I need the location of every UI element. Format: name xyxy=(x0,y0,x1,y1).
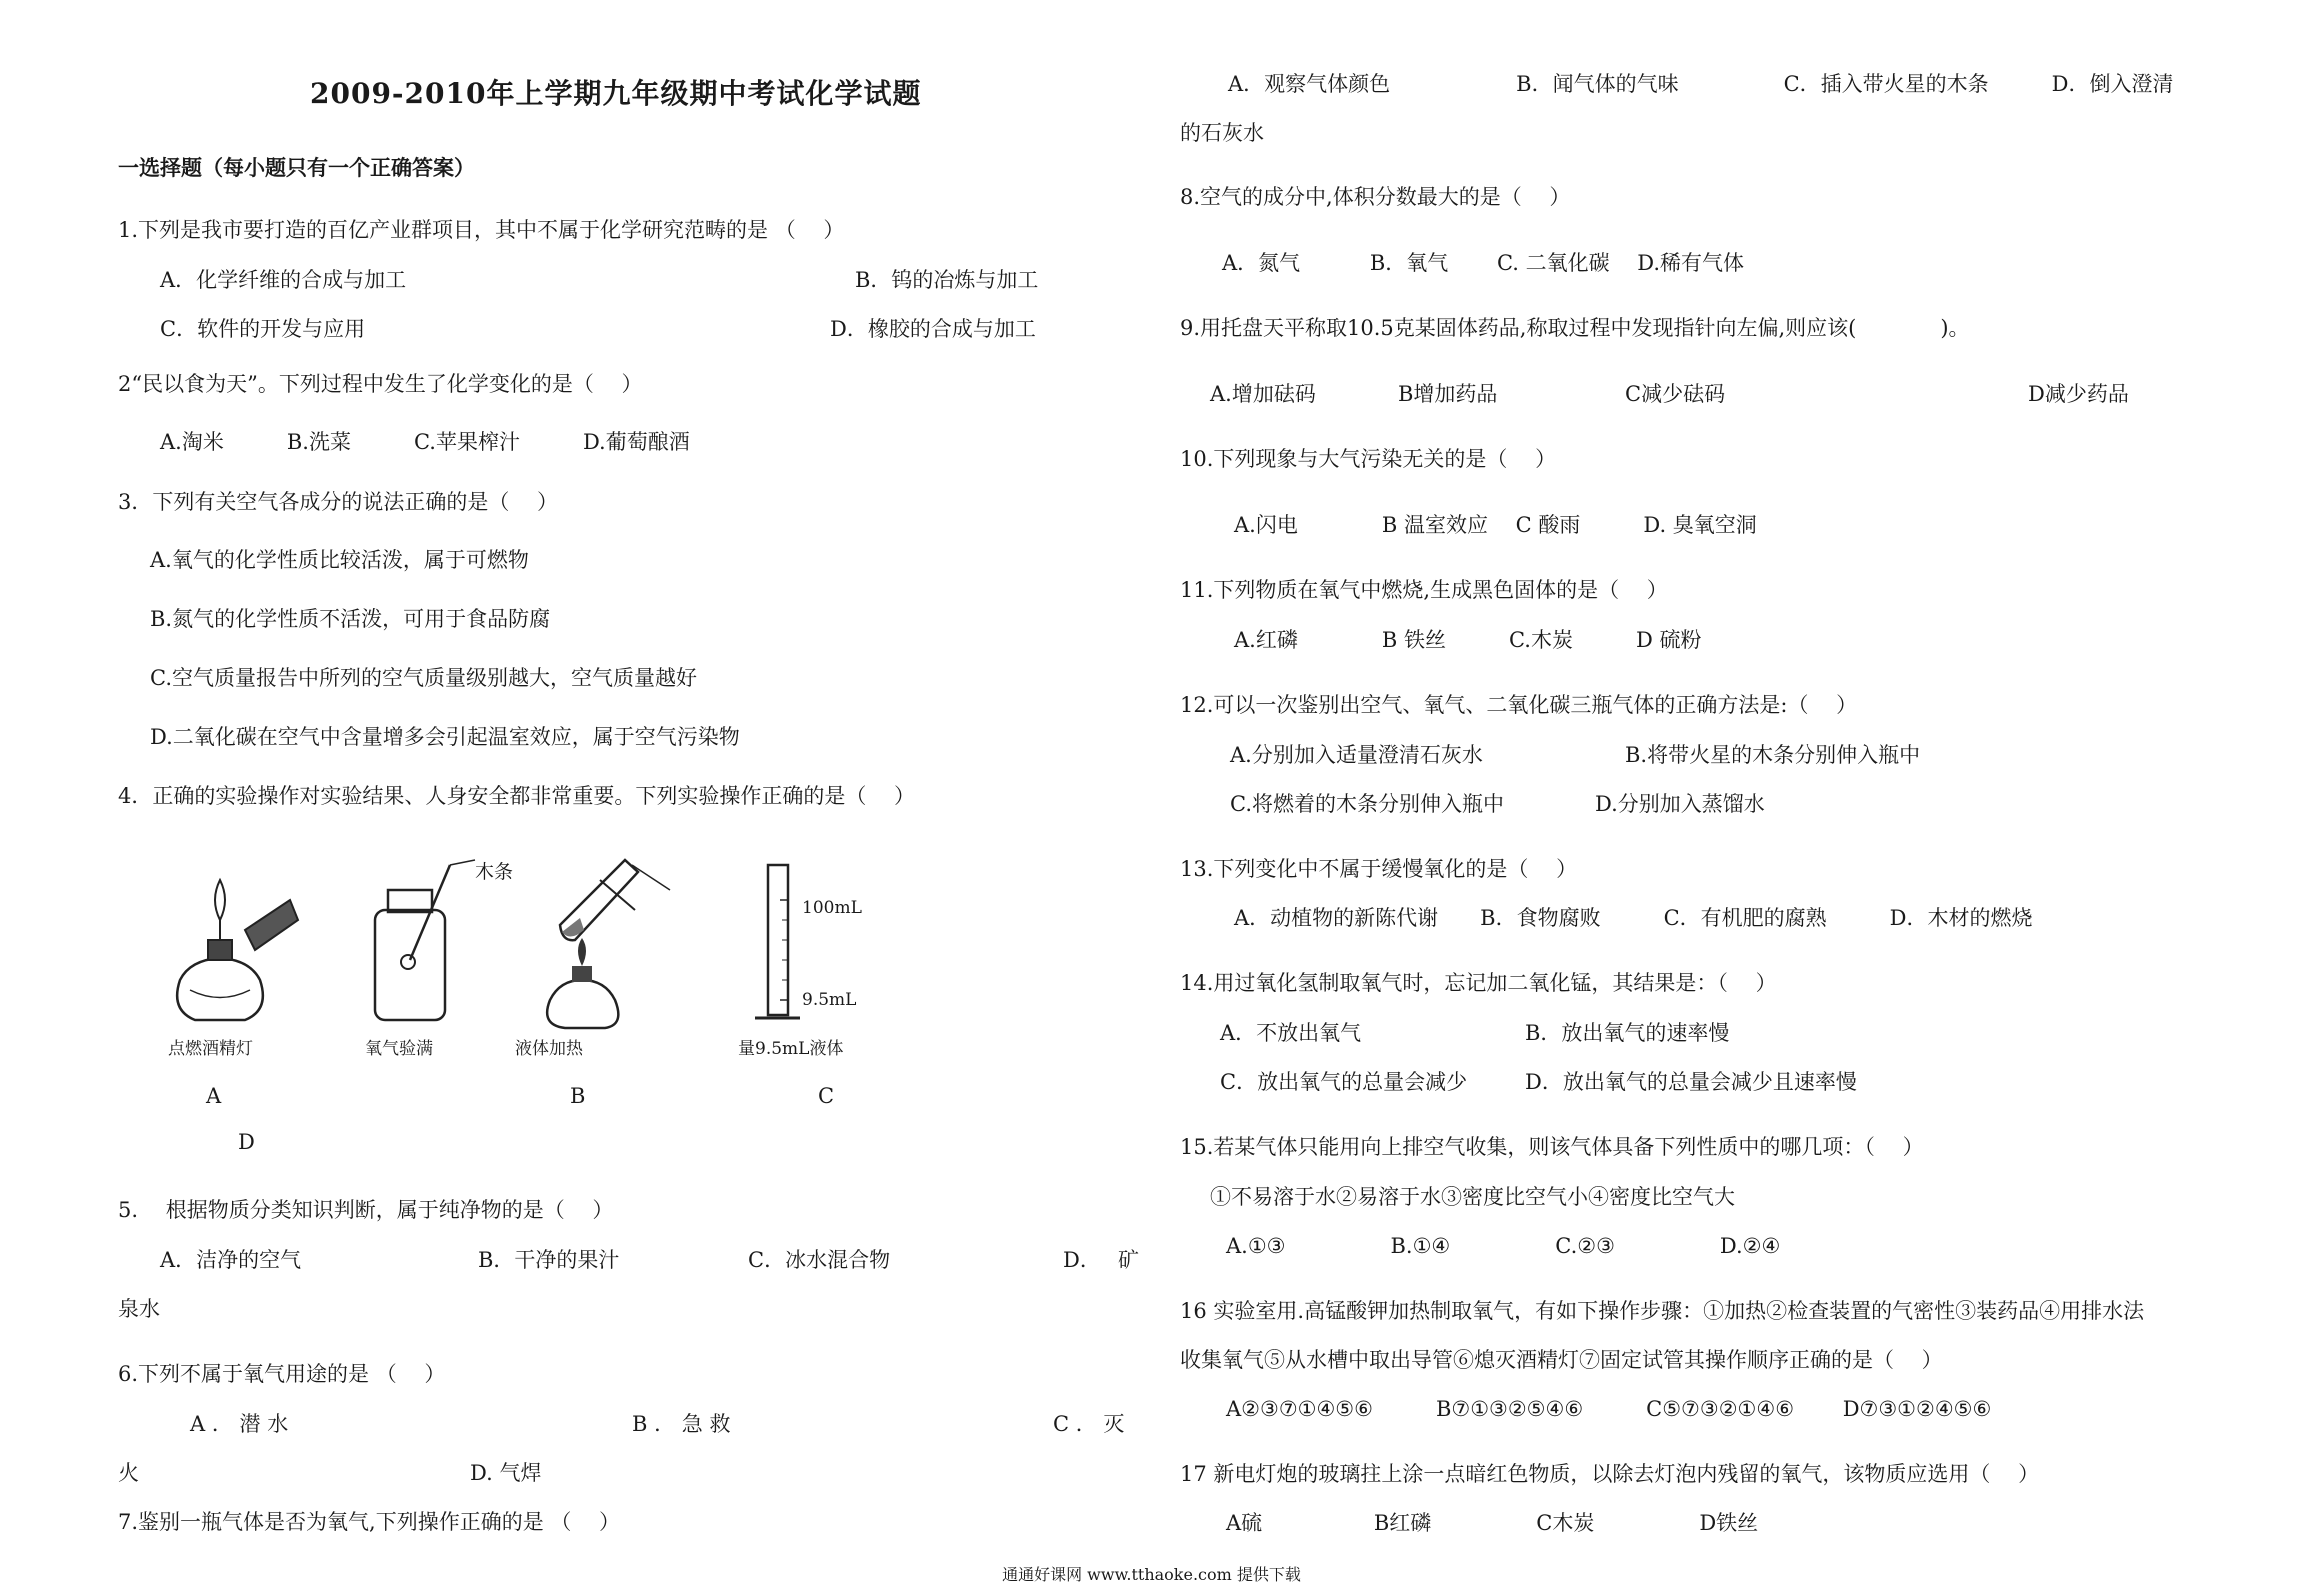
q14-option-c: C．放出氧气的总量会减少 xyxy=(1220,1070,1468,1094)
q12-option-b: B.将带火星的木条分别伸入瓶中 xyxy=(1625,743,1921,767)
q3-option-d: D.二氧化碳在空气中含量增多会引起温室效应，属于空气污染物 xyxy=(150,725,740,749)
q1-stem: 1.下列是我市要打造的百亿产业群项目，其中不属于化学研究范畴的是 （ ） xyxy=(118,218,845,242)
q15-properties: ①不易溶于水②易溶于水③密度比空气小④密度比空气大 xyxy=(1210,1185,1735,1209)
left-column xyxy=(0,0,1140,1595)
q7-stem: 7.鉴别一瓶气体是否为氧气,下列操作正确的是 （ ） xyxy=(118,1510,621,1534)
q1-option-b: B．钨的冶炼与加工 xyxy=(855,268,1039,292)
tube-heating-figure xyxy=(520,850,680,1030)
cylinder-figure xyxy=(750,860,810,1030)
q10-options: A.闪电 B 温室效应 C 酸雨 D. 臭氧空洞 xyxy=(1234,513,1757,537)
q10-stem: 10.下列现象与大气污染无关的是（ ） xyxy=(1180,447,1557,471)
q9-option-c: C减少砝码 xyxy=(1625,382,1726,406)
q5-option-d: D． 矿 xyxy=(1063,1248,1140,1272)
q3-stem: 3．下列有关空气各成分的说法正确的是（ ） xyxy=(118,490,559,514)
fig-letter-a: A xyxy=(206,1084,222,1108)
q6-continuation: 火 xyxy=(118,1461,139,1485)
page-title: 2009-2010年上学期九年级期中考试化学试题 xyxy=(310,77,922,110)
q17-options: A硫 B红磷 C木炭 D铁丝 xyxy=(1226,1511,1759,1535)
q16-line-1: 16 实验室用.高锰酸钾加热制取氧气，有如下操作步骤：①加热②检查装置的气密性③装药品④用排水法 xyxy=(1180,1299,2145,1323)
cylinder-top-mark: 100mL xyxy=(802,898,862,918)
fig-letter-d: D xyxy=(238,1130,255,1154)
q6-option-d: D. 气焊 xyxy=(470,1461,542,1485)
q7-continuation: 的石灰水 xyxy=(1180,121,1264,145)
q3-option-a: A.氧气的化学性质比较活泼，属于可燃物 xyxy=(150,548,529,572)
q16-options: A②③⑦①④⑤⑥ B⑦①③②⑤④⑥ C⑤⑦③②①④⑥ D⑦③①②④⑤⑥ xyxy=(1226,1397,1992,1421)
q3-option-b: B.氮气的化学性质不活泼，可用于食品防腐 xyxy=(150,607,551,631)
q6-stem: 6.下列不属于氧气用途的是 （ ） xyxy=(118,1362,446,1386)
alcohol-lamp-figure xyxy=(150,860,310,1030)
q12-option-d: D.分别加入蒸馏水 xyxy=(1595,792,1765,816)
q6-option-c: C ． 灭 xyxy=(1053,1412,1125,1436)
fig-label-bottle: 氧气验满 xyxy=(365,1039,433,1059)
q9-option-a: A.增加砝码 xyxy=(1210,382,1316,406)
q5-continuation: 泉水 xyxy=(118,1297,160,1321)
q11-stem: 11.下列物质在氧气中燃烧,生成黑色固体的是（ ） xyxy=(1180,578,1668,602)
q11-options: A.红磷 B 铁丝 C.木炭 D 硫粉 xyxy=(1234,628,1702,652)
q6-option-a: A ． 潜 水 xyxy=(190,1412,289,1436)
footer-source: 通通好课网 www.tthaoke.com 提供下载 xyxy=(1002,1565,1301,1584)
section-heading: 一选择题（每小题只有一个正确答案） xyxy=(118,155,475,180)
q5-option-a: A．洁净的空气 xyxy=(160,1248,302,1272)
q1-option-d: D．橡胶的合成与加工 xyxy=(830,317,1036,341)
q5-option-c: C．冰水混合物 xyxy=(748,1248,891,1272)
fig-letter-b: B xyxy=(570,1084,586,1108)
q4-stem: 4．正确的实验操作对实验结果、人身安全都非常重要。下列实验操作正确的是（ ） xyxy=(118,784,916,808)
q6-option-b: B ． 急 救 xyxy=(632,1412,731,1436)
fig-label-tube: 液体加热 xyxy=(515,1039,583,1059)
q8-options: A．氮气 B．氧气 C. 二氧化碳 D.稀有气体 xyxy=(1222,251,1745,275)
q12-option-c: C.将燃着的木条分别伸入瓶中 xyxy=(1230,792,1504,816)
q5-stem: 5. 根据物质分类知识判断，属于纯净物的是（ ） xyxy=(118,1198,614,1222)
q1-option-c: C．软件的开发与应用 xyxy=(160,317,366,341)
q15-stem: 15.若某气体只能用向上排空气收集，则该气体具备下列性质中的哪几项：（ ） xyxy=(1180,1135,1924,1159)
q2-options: A.淘米 B.洗菜 C.苹果榨汁 D.葡萄酿酒 xyxy=(160,430,690,454)
q13-stem: 13.下列变化中不属于缓慢氧化的是（ ） xyxy=(1180,857,1578,881)
q12-stem: 12.可以一次鉴别出空气、氧气、二氧化碳三瓶气体的正确方法是:（ ） xyxy=(1180,693,1858,717)
q14-option-d: D．放出氧气的总量会减少且速率慢 xyxy=(1525,1070,1857,1094)
right-column xyxy=(1150,0,2290,1595)
cylinder-mark: 9.5mL xyxy=(802,990,857,1010)
q2-stem: 2“民以食为天”。下列过程中发生了化学变化的是（ ） xyxy=(118,372,643,396)
q9-stem: 9.用托盘天平称取10.5克某固体药品,称取过程中发现指针向左偏,则应该( )。 xyxy=(1180,316,1970,340)
q12-option-a: A.分别加入适量澄清石灰水 xyxy=(1230,743,1483,767)
fig-label-cylinder: 量9.5mL液体 xyxy=(738,1039,844,1059)
q17-stem: 17 新电灯炮的玻璃拄上涂一点暗红色物质，以除去灯泡内残留的氧气，该物质应选用（ ） xyxy=(1180,1462,2040,1486)
q9-option-d: D减少药品 xyxy=(2028,382,2129,406)
q14-stem: 14.用过氧化氢制取氧气时，忘记加二氧化锰，其结果是：（ ） xyxy=(1180,971,1777,995)
q8-stem: 8.空气的成分中,体积分数最大的是（ ） xyxy=(1180,185,1571,209)
q13-options: A．动植物的新陈代谢 B．食物腐败 C．有机肥的腐熟 D．木材的燃烧 xyxy=(1234,906,2033,930)
q14-option-a: A．不放出氧气 xyxy=(1220,1021,1362,1045)
fig-label-lamp: 点燃酒精灯 xyxy=(168,1039,253,1059)
q15-options: A.①③ B.①④ C.②③ D.②④ xyxy=(1226,1234,1781,1258)
q3-option-c: C.空气质量报告中所列的空气质量级别越大，空气质量越好 xyxy=(150,666,697,690)
q9-option-b: B增加药品 xyxy=(1398,382,1498,406)
q14-option-b: B．放出氧气的速率慢 xyxy=(1525,1021,1730,1045)
q7-options: A．观察气体颜色 B．闻气体的气味 C．插入带火星的木条 D．倒入澄清 xyxy=(1228,72,2174,96)
q16-line-2: 收集氧气⑤从水槽中取出导管⑥熄灭酒精灯⑦固定试管其操作顺序正确的是（ ） xyxy=(1180,1348,1943,1372)
fig-letter-c: C xyxy=(818,1084,835,1108)
stick-label: 木条 xyxy=(475,861,514,883)
q1-option-a: A．化学纤维的合成与加工 xyxy=(160,268,407,292)
q5-option-b: B．干净的果汁 xyxy=(478,1248,620,1272)
